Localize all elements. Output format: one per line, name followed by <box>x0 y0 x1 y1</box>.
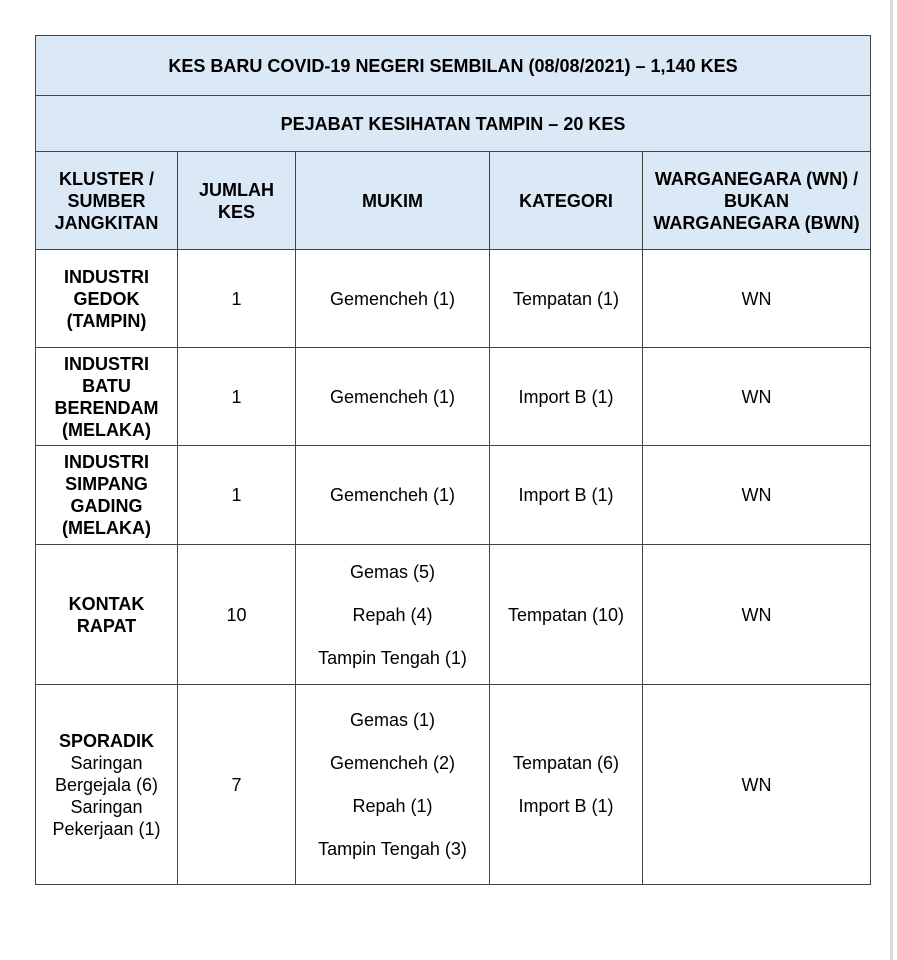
cell-wn: WN <box>643 545 871 685</box>
header-kluster: KLUSTER / SUMBER JANGKITAN <box>36 152 178 250</box>
cell-kluster: KONTAK RAPAT <box>36 545 178 685</box>
header-jumlah: JUMLAH KES <box>178 152 296 250</box>
cell-jumlah: 10 <box>178 545 296 685</box>
cell-kategori: Import B (1) <box>490 446 643 545</box>
cell-kategori: Tempatan (1) <box>490 250 643 348</box>
cell-mukim: Gemencheh (1) <box>296 348 490 446</box>
cell-jumlah: 1 <box>178 446 296 545</box>
table-row <box>36 545 871 685</box>
cell-kategori: Tempatan (6) Import B (1) <box>490 685 643 885</box>
title-row <box>36 36 871 96</box>
table-title: KES BARU COVID-19 NEGERI SEMBILAN (08/08/2021) – 1,140 KES <box>36 36 871 96</box>
table-subtitle: PEJABAT KESIHATAN TAMPIN – 20 KES <box>36 96 871 152</box>
cell-jumlah: 1 <box>178 250 296 348</box>
cell-kluster: INDUSTRI BATU BERENDAM (MELAKA) <box>36 348 178 446</box>
cell-mukim: Gemencheh (1) <box>296 250 490 348</box>
table-row <box>36 446 871 545</box>
header-mukim: MUKIM <box>296 152 490 250</box>
cell-kluster: SPORADIK Saringan Bergejala (6) Saringan Pekerjaan (1) <box>36 685 178 885</box>
cell-wn: WN <box>643 348 871 446</box>
cell-wn: WN <box>643 250 871 348</box>
header-kategori: KATEGORI <box>490 152 643 250</box>
cell-kluster: INDUSTRI GEDOK (TAMPIN) <box>36 250 178 348</box>
header-warganegara: WARGANEGARA (WN) / BUKAN WARGANEGARA (BWN) <box>643 152 871 250</box>
cell-mukim: Gemencheh (1) <box>296 446 490 545</box>
cell-mukim: Gemas (5) Repah (4) Tampin Tengah (1) <box>296 545 490 685</box>
table-row <box>36 250 871 348</box>
cell-wn: WN <box>643 685 871 885</box>
cell-wn: WN <box>643 446 871 545</box>
table-row <box>36 348 871 446</box>
scroll-edge-line <box>890 0 893 960</box>
header-row <box>36 152 871 250</box>
subtitle-row <box>36 96 871 152</box>
table-row <box>36 685 871 885</box>
cell-kategori: Import B (1) <box>490 348 643 446</box>
cell-kategori: Tempatan (10) <box>490 545 643 685</box>
cell-jumlah: 7 <box>178 685 296 885</box>
cell-jumlah: 1 <box>178 348 296 446</box>
covid-cases-table <box>35 35 871 885</box>
cell-kluster: INDUSTRI SIMPANG GADING (MELAKA) <box>36 446 178 545</box>
cell-mukim: Gemas (1) Gemencheh (2) Repah (1) Tampin Tengah (3) <box>296 685 490 885</box>
